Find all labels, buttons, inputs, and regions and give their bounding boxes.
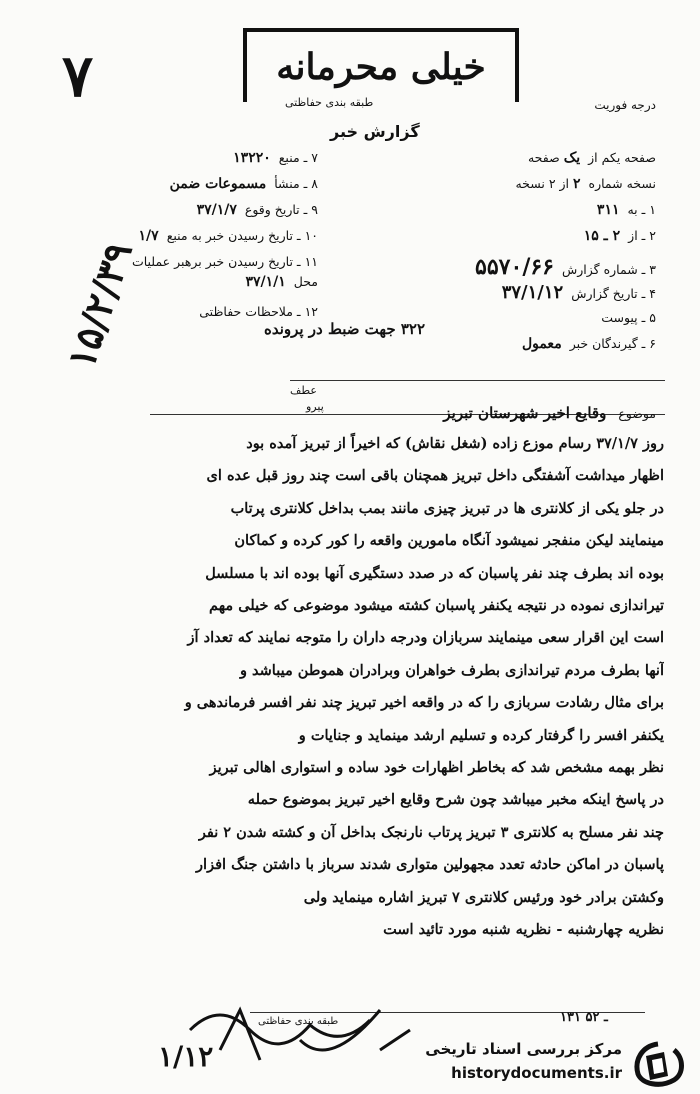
body-line: نظریه چهارشنبه - نظریه شنبه مورد تائید است [383,921,664,939]
archive-logo-icon [630,1040,686,1088]
body-line: نظر بهمه مشخص شد که بخاطر اظهارات خود ساده و استواری اهالی تبریز [209,759,664,777]
body-line: مینمایند لیکن منفجر نمیشود آنگاه مامورین واقعه را کور کرده و کماکان [234,532,664,550]
field-occurrence-date: ۹ ـ تاریخ وقوع۳۷/۱/۷ [196,202,318,218]
report-body [44,428,664,947]
field-attachment: ۵ ـ پیوست [601,310,656,325]
body-line: تیراندازی نموده در نتیجه یکنفر پاسبان کشته میشود موضوعی که خیلی مهم [209,597,664,615]
classification-label: طبقه بندی حفاظتی [285,96,374,109]
body-line: یکنفر افسر را گرفتار کرده و تسلیم ارشد مینماید و جنایات و [298,726,664,744]
signature-date: ۱/۱۲ [158,1040,214,1073]
report-title: گزارش خبر [330,122,420,141]
field-source: ۷ ـ منبع۱۳۲۲۰ [233,150,318,166]
body-line: چند نفر مسلح به کلانتری ۳ تبریز پرتاب نارنجک بداخل آن و کشته شدن ۲ نفر [198,823,664,841]
body-line: آنها بطرف مردم تیراندازی بطرف خواهران وبرادران هموطن میباشد و [240,661,664,679]
body-line: وکشتن برادر خود ورئیس کلانتری ۷ تبریز اشاره مینماید ولی [303,888,664,906]
watermark-persian: مرکز بررسی اسناد تاریخی [425,1040,622,1058]
urgency-label: درجه فوریت [594,98,656,112]
field-copy-number: نسخه شماره۲ از ۲ نسخه [515,176,656,192]
corner-handwritten-number: ۷ [62,42,94,110]
body-line: در جلو یکی از کلانتری ها در تبریز چیزی مانند بمب بداخل کلانتری پرتاب [230,499,664,517]
field-news-to-leader-date: ۱۱ ـ تاریخ رسیدن خبر برهبر عملیات [131,254,318,269]
field-news-to-source-date: ۱۰ ـ تاریخ رسیدن خبر به منبع۱/۷ [138,228,318,244]
watermark-url: historydocuments.ir [451,1064,622,1082]
body-line: است این اقرار سعی مینمایند سربازان ودرجه داران را متوجه نمایند که تعداد آز [187,629,664,647]
body-line: بوده اند بطرف چند نفر پاسبان که در صدد دستگیری آنها بوده اند با مسلسل [205,564,664,582]
field-security-notes: ۱۲ ـ ملاحظات حفاظتی [199,304,318,319]
body-line: روز ۳۷/۱/۷ رسام موزع زاده (شغل نقاش) که اخیراً از تبریز آمده بود [246,435,664,452]
archive-note: ۳۲۲ جهت ضبط در پرونده [263,320,425,338]
field-report-number: ۳ ـ شماره گزارش۵۵۷۰/۶۶ [475,254,656,280]
field-origin: ۸ ـ منشأمسموعات ضمن [169,176,318,192]
footer-code: ۱۳۱ ـ ۵۲ [560,1010,608,1025]
divider-line [290,380,665,381]
reference-label: عطف [290,384,317,397]
confidential-stamp: خیلی محرمانه [243,28,519,102]
followup-label: پیرو [306,400,324,413]
field-to: ۱ ـ به۳۱۱ [596,202,656,218]
field-report-date: ۴ ـ تاریخ گزارش۳۷/۱/۱۲ [501,282,656,303]
margin-handwritten-note: ۱۵/۲/۳۹ [58,236,141,374]
field-from: ۲ ـ از۲ ـ ۱۵ [583,228,656,244]
body-line: پاسبان در اماکن حادثه تعدد مجهولین متواری شدند سرباز با داشتن جنگ افزار [196,856,664,874]
field-recipients: ۶ ـ گیرندگان خبرمعمول [521,336,656,352]
field-location: محل۳۷/۱/۱ [245,274,318,290]
field-page-of: صفحه یکم ازیک صفحه [527,150,656,166]
body-line: اظهار میداشت آشفتگی داخل تبریز همچنان باقی است چند روز قبل عده ای [206,467,664,485]
signature-icon [180,990,420,1080]
body-line: برای مثال رشادت سربازی را که در واقعه اخیر تبریز چند نفر افسر فرماندهی و [184,694,664,712]
subject-line: موضوع وقایع اخیر شهرستان تبریز [443,404,656,422]
footer-classification: طبقه بندی حفاظتی [258,1016,339,1027]
body-line: در پاسخ اینکه مخبر میباشد چون شرح وقایع اخیر تبریز بموضوع حمله [247,791,664,809]
